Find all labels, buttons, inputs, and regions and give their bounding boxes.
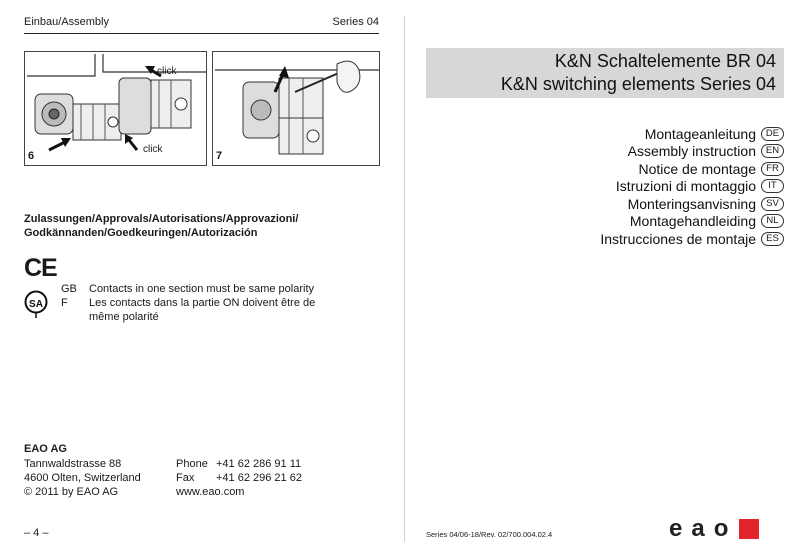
csa-logo-icon xyxy=(24,289,48,319)
language-code-badge: FR xyxy=(761,162,784,176)
company-street: Tannwaldstrasse 88 xyxy=(24,458,122,470)
figure-6 xyxy=(24,51,207,166)
ce-mark: CE xyxy=(24,254,57,282)
note-code-f: F xyxy=(61,297,68,309)
header-rule xyxy=(24,33,379,34)
note-texts xyxy=(89,282,379,324)
company-address xyxy=(24,457,141,499)
phone-label: Phone xyxy=(176,458,208,470)
language-code-badge: IT xyxy=(761,179,784,193)
page-fold-divider xyxy=(404,16,405,542)
approvals-line-2: Godkännanden/Goedkeuringen/Autorización xyxy=(24,227,258,239)
csa-logo-text: SA xyxy=(29,299,43,310)
title-german: K&N Schaltelemente BR 04 xyxy=(554,51,776,71)
title-english: K&N switching elements Series 04 xyxy=(500,74,776,94)
language-code-badge: ES xyxy=(761,232,784,246)
phone-number: +41 62 286 91 11 xyxy=(216,458,302,470)
csa-mark xyxy=(24,289,48,324)
note-code-gb: GB xyxy=(61,283,77,295)
eao-logo-text: eao xyxy=(669,515,738,542)
approvals-heading xyxy=(24,212,354,240)
note-text-gb: Contacts in one section must be same polarity xyxy=(89,283,315,295)
language-item-es: Instrucciones de montaje ES xyxy=(600,230,784,248)
fax-number: +41 62 296 21 62 xyxy=(216,472,302,484)
fax-label: Fax xyxy=(176,472,195,484)
document-reference: Series 04/06-18/Rev. 02/700.004.02.4 xyxy=(426,530,553,539)
note-text-f-cont: même polarité xyxy=(89,311,159,323)
language-item-en: Assembly instruction EN xyxy=(600,143,784,161)
language-list xyxy=(600,125,784,248)
figure-6-number: 6 xyxy=(28,150,35,162)
eao-logo xyxy=(669,515,759,543)
company-city: 4600 Olten, Switzerland xyxy=(24,472,141,484)
header-section-title: Einbau/Assembly xyxy=(24,16,109,28)
language-code-badge: EN xyxy=(761,144,784,158)
language-item-sv: Monteringsanvisning SV xyxy=(600,195,784,213)
language-code-badge: DE xyxy=(761,127,784,141)
click-label-top: click xyxy=(157,66,177,77)
figure-6-illustration xyxy=(25,52,208,167)
website-link[interactable]: www.eao.com xyxy=(176,486,245,498)
header-series: Series 04 xyxy=(332,16,379,28)
language-item-nl: Montagehandleiding NL xyxy=(600,213,784,231)
note-codes xyxy=(61,282,89,310)
approvals-line-1: Zulassungen/Approvals/Autorisations/Approvazioni/ xyxy=(24,213,299,225)
figure-7 xyxy=(212,51,380,166)
company-copyright: © 2011 by EAO AG xyxy=(24,486,119,498)
contact-labels xyxy=(176,457,208,485)
language-item-it: Istruzioni di montaggio IT xyxy=(600,178,784,196)
click-label-bottom: click xyxy=(143,144,163,155)
page-number: – 4 – xyxy=(24,527,49,539)
company-name: EAO AG xyxy=(24,443,67,455)
language-code-badge: NL xyxy=(761,214,784,228)
contact-values xyxy=(216,457,302,485)
figure-7-number: 7 xyxy=(216,150,223,162)
title-banner xyxy=(426,48,784,98)
language-item-de: Montageanleitung DE xyxy=(600,125,784,143)
language-code-badge: SV xyxy=(761,197,784,211)
language-item-fr: Notice de montage FR xyxy=(600,160,784,178)
eao-logo-square-icon xyxy=(739,519,759,539)
figure-7-illustration xyxy=(213,52,381,167)
note-text-f: Les contacts dans la partie ON doivent être de xyxy=(89,297,316,309)
